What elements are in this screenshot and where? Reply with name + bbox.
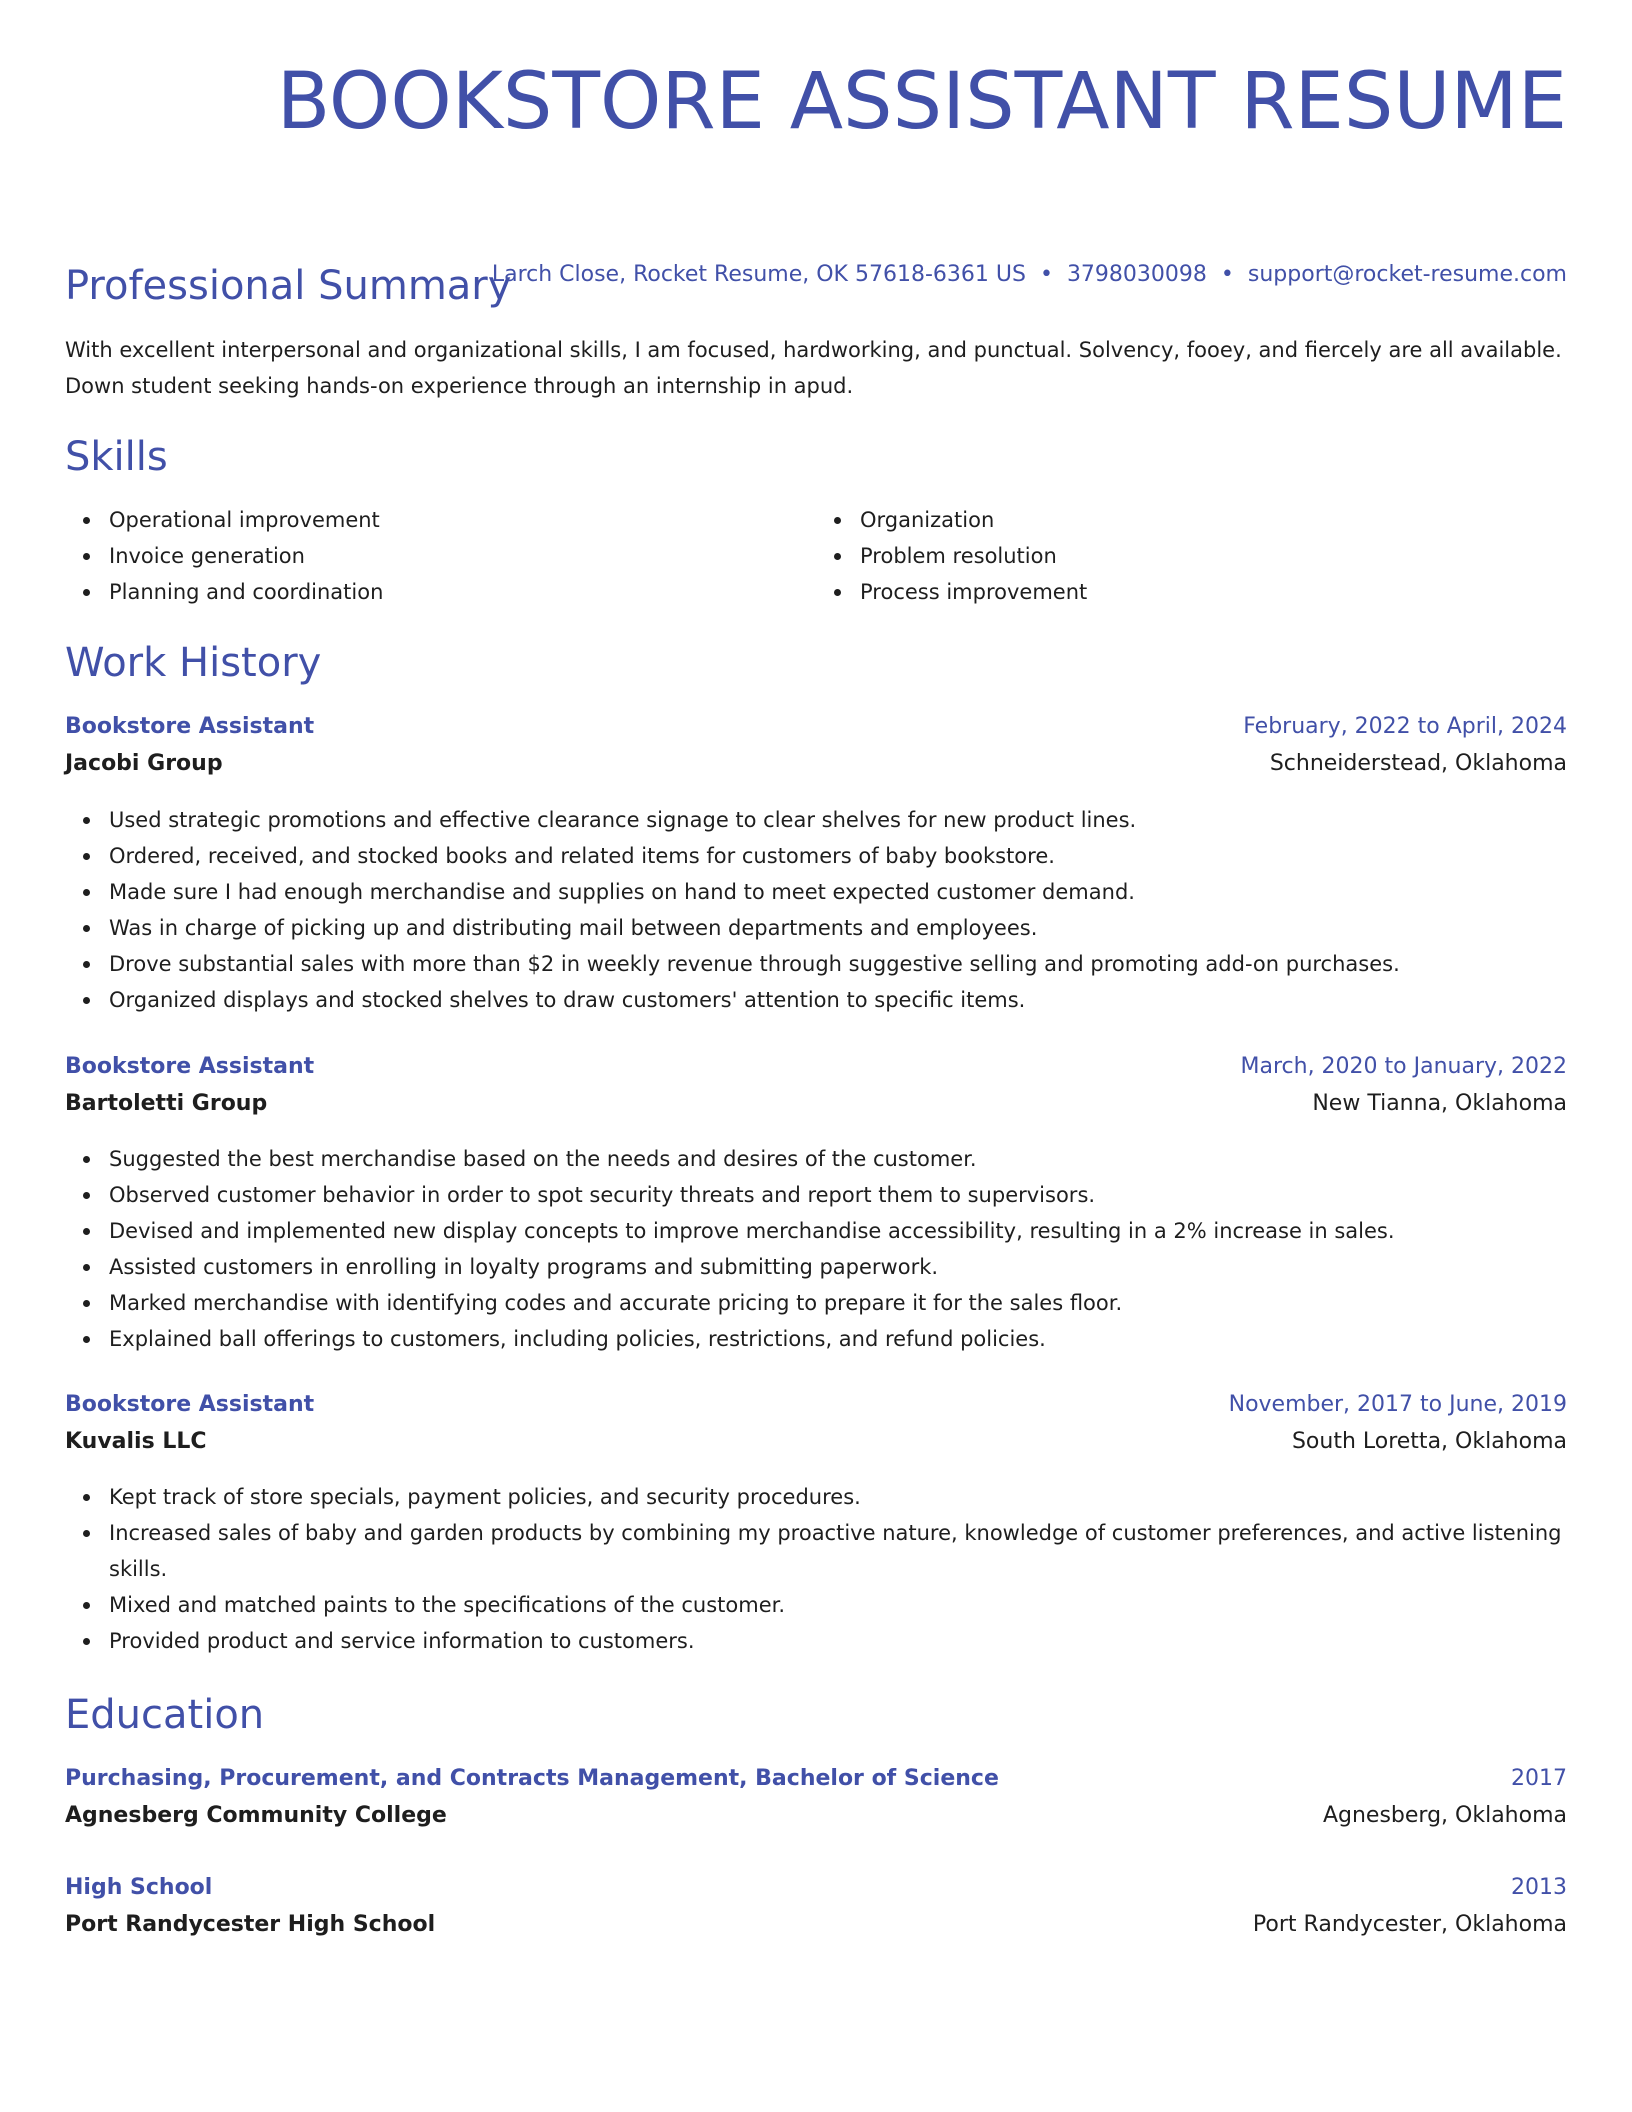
resume-header	[65, 52, 1567, 152]
job-header	[65, 709, 1567, 745]
job-dates: November, 2017 to June, 2019	[1228, 1392, 1567, 1417]
job-bullet: Observed customer behavior in order to spot security threats and report them to supervisors.	[109, 1177, 1567, 1213]
education-school: Port Randycester High School	[65, 1912, 436, 1937]
job-location: Schneiderstead, Oklahoma	[1269, 751, 1567, 776]
education-school: Agnesberg Community College	[65, 1803, 447, 1828]
education-heading: Education	[65, 1692, 265, 1738]
job-bullet: Made sure I had enough merchandise and supplies on hand to meet expected customer demand.	[109, 874, 1567, 910]
summary-text: With excellent interpersonal and organizational skills, I am focused, hardworking, and punctual. Solvency, fooey, and fiercely are all available. Down student seeking hands-on experience through an internship in apud.	[65, 338, 1562, 398]
skills-list-left	[65, 502, 816, 610]
job-bullets	[65, 802, 1567, 1018]
resume-title: BOOKSTORE ASSISTANT RESUME	[276, 57, 1567, 147]
job-title: Bookstore Assistant	[65, 1392, 315, 1417]
contact-phone: 3798030098	[1066, 262, 1207, 287]
job-bullet: Provided product and service information to customers.	[109, 1623, 1567, 1659]
skill-item: Process improvement	[860, 574, 1567, 610]
job-bullet: Drove substantial sales with more than $2 in weekly revenue through suggestive selling and promoting add-on purchases.	[109, 946, 1567, 982]
job-bullet-list	[65, 802, 1567, 1018]
skill-item: Organization	[860, 502, 1567, 538]
job-bullet: Mixed and matched paints to the specifications of the customer.	[109, 1587, 1567, 1623]
job-title: Bookstore Assistant	[65, 1054, 315, 1079]
summary-body	[65, 332, 1567, 404]
education-entry	[65, 1870, 1567, 1944]
work-heading: Work History	[65, 640, 322, 686]
education-year: 2013	[1511, 1875, 1567, 1900]
job-location: New Tianna, Oklahoma	[1312, 1091, 1567, 1116]
skill-item: Operational improvement	[109, 502, 816, 538]
education-degree: Purchasing, Procurement, and Contracts Management, Bachelor of Science	[65, 1766, 999, 1791]
job-header	[65, 1049, 1567, 1085]
education-school-row	[65, 1797, 1567, 1835]
job-entry	[65, 709, 1567, 783]
job-entry	[65, 1387, 1567, 1461]
education-year: 2017	[1511, 1766, 1567, 1791]
job-bullets	[65, 1141, 1567, 1357]
job-employer: Jacobi Group	[65, 751, 223, 776]
job-dates: February, 2022 to April, 2024	[1243, 714, 1567, 739]
skills-section	[65, 432, 1567, 482]
education-header	[65, 1870, 1567, 1906]
job-bullet: Ordered, received, and stocked books and related items for customers of baby bookstore.	[109, 838, 1567, 874]
education-location: Agnesberg, Oklahoma	[1322, 1803, 1567, 1828]
job-bullet: Marked merchandise with identifying codes and accurate pricing to prepare it for the sales floor.	[109, 1285, 1567, 1321]
job-bullet-list	[65, 1141, 1567, 1357]
job-employer-row	[65, 1423, 1567, 1461]
job-employer-row	[65, 745, 1567, 783]
job-bullet: Suggested the best merchandise based on the needs and desires of the customer.	[109, 1141, 1567, 1177]
job-location: South Loretta, Oklahoma	[1291, 1429, 1567, 1454]
education-section	[65, 1690, 1567, 1740]
education-entry	[65, 1761, 1567, 1835]
summary-section	[65, 261, 1567, 311]
job-bullet: Increased sales of baby and garden products by combining my proactive nature, knowledge of customer preferences, and active listening skills.	[109, 1515, 1567, 1587]
job-bullets	[65, 1479, 1567, 1659]
job-employer-row	[65, 1085, 1567, 1123]
job-entry	[65, 1049, 1567, 1123]
job-bullet: Used strategic promotions and effective clearance signage to clear shelves for new product lines.	[109, 802, 1567, 838]
education-header	[65, 1761, 1567, 1797]
contact-email[interactable]: support@rocket-resume.com	[1247, 262, 1567, 287]
contact-separator: •	[1039, 262, 1053, 287]
skills-lists	[65, 502, 1567, 610]
education-school-row	[65, 1906, 1567, 1944]
job-bullet: Devised and implemented new display concepts to improve merchandise accessibility, resulting in a 2% increase in sales.	[109, 1213, 1567, 1249]
job-employer: Kuvalis LLC	[65, 1429, 207, 1454]
education-degree: High School	[65, 1875, 213, 1900]
skill-item: Problem resolution	[860, 538, 1567, 574]
job-title: Bookstore Assistant	[65, 714, 315, 739]
job-bullet: Organized displays and stocked shelves to draw customers' attention to specific items.	[109, 982, 1567, 1018]
job-bullet: Explained ball offerings to customers, including policies, restrictions, and refund policies.	[109, 1321, 1567, 1357]
skill-item: Planning and coordination	[109, 574, 816, 610]
skill-item: Invoice generation	[109, 538, 816, 574]
contact-separator: •	[1220, 262, 1234, 287]
job-bullet: Assisted customers in enrolling in loyalty programs and submitting paperwork.	[109, 1249, 1567, 1285]
education-location: Port Randycester, Oklahoma	[1252, 1912, 1567, 1937]
job-bullet: Kept track of store specials, payment policies, and security procedures.	[109, 1479, 1567, 1515]
job-bullet: Was in charge of picking up and distributing mail between departments and employees.	[109, 910, 1567, 946]
skills-heading: Skills	[65, 434, 168, 480]
job-header	[65, 1387, 1567, 1423]
summary-heading: Professional Summary	[65, 263, 512, 309]
contact-address: Larch Close, Rocket Resume, OK 57618-6361 US	[491, 262, 1026, 287]
job-bullet-list	[65, 1479, 1567, 1659]
skills-list-right	[816, 502, 1567, 610]
work-section	[65, 638, 1567, 688]
job-dates: March, 2020 to January, 2022	[1240, 1054, 1567, 1079]
job-employer: Bartoletti Group	[65, 1091, 268, 1116]
